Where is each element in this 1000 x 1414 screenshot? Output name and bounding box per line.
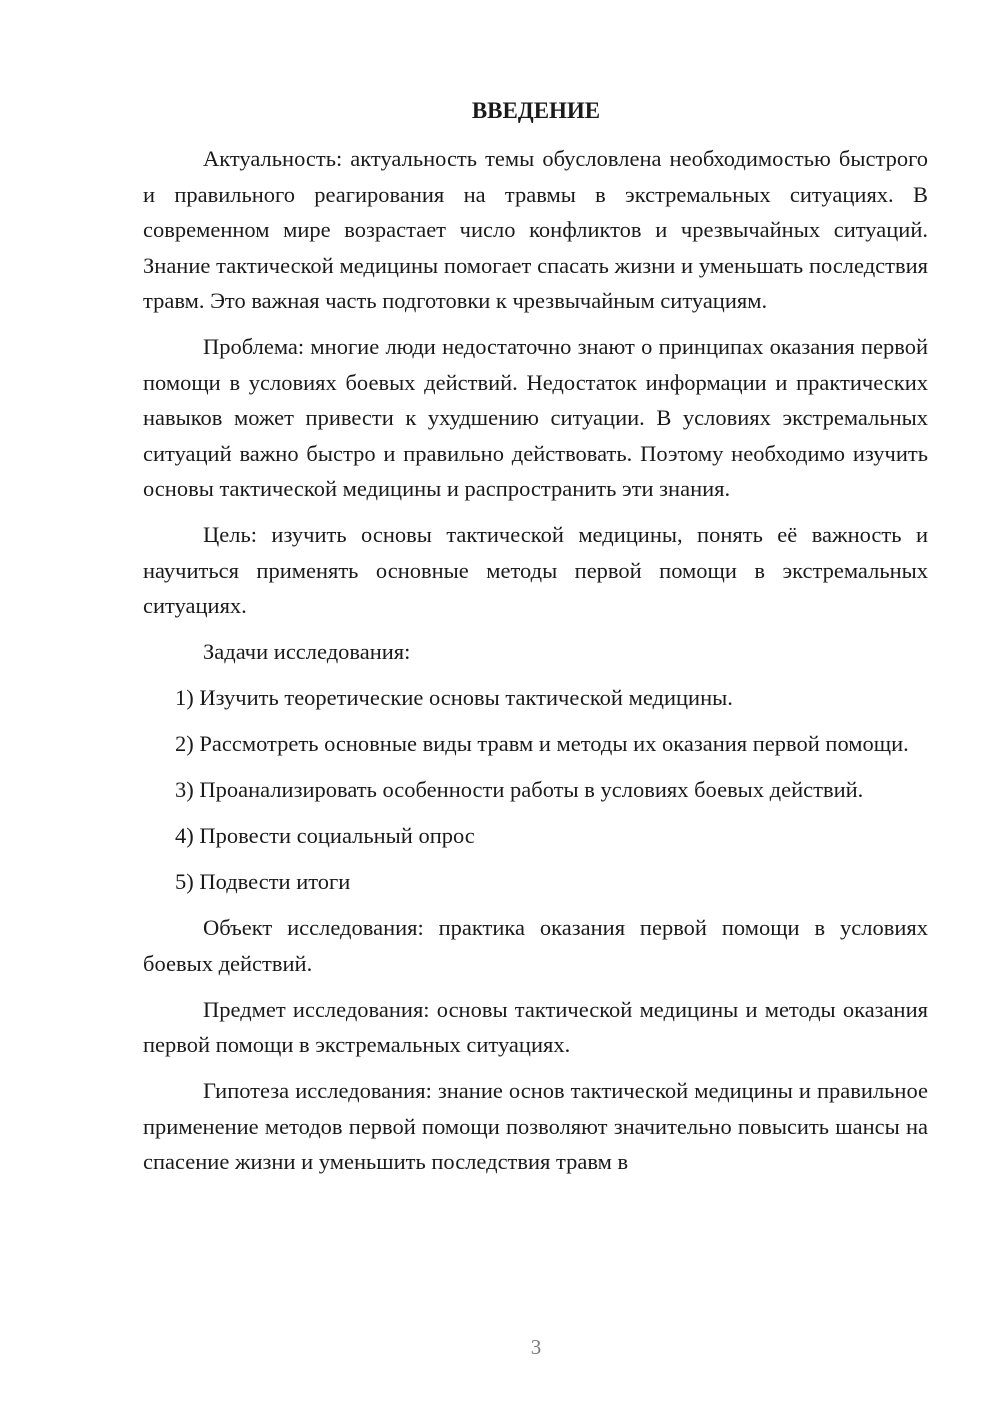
paragraph-relevance: Актуальность: актуальность темы обусловлена необходимостью быстрого и правильного реагирования на травмы в экстремальных ситуациях. В современном мире возрастает число конфликтов и чрезвычайных ситуаций. Знание тактической медицины помогает спасать жизни и уменьшать последствия травм. Это важная часть подготовки к чрезвычайным ситуациям. (143, 146, 928, 313)
page-number: 3 (530, 1335, 542, 1359)
task-item-5: 5) Подвести итоги (175, 869, 351, 894)
paragraph-problem: Проблема: многие люди недостаточно знают о принципах оказания первой помощи в условиях боевых действий. Недостаток информации и практических навыков может привести к ухудшению ситуации. В условиях экстремальных ситуаций важно быстро и правильно действовать. Поэтому необходимо изучить основы тактической медицины и распространить эти знания. (143, 334, 928, 501)
tasks-heading: Задачи исследования: (203, 639, 411, 664)
task-item-3: 3) Проанализировать особенности работы в условиях боевых действий. (175, 777, 864, 802)
page-title: ВВЕДЕНИЕ (471, 98, 601, 123)
paragraph-subject: Предмет исследования: основы тактической медицины и методы оказания первой помощи в экстремальных ситуациях. (143, 996, 928, 1057)
document-body (143, 141, 928, 1190)
task-item-1: 1) Изучить теоретические основы тактической медицины. (175, 685, 733, 710)
task-item-2: 2) Рассмотреть основные виды травм и методы их оказания первой помощи. (175, 731, 909, 756)
paragraph-goal: Цель: изучить основы тактической медицины, понять её важность и научиться применять основные методы первой помощи в экстремальных ситуациях. (143, 522, 928, 618)
paragraph-hypothesis: Гипотеза исследования: знание основ тактической медицины и правильное применение методов первой помощи позволяют значительно повысить шансы на спасение жизни и уменьшить последствия травм в (143, 1078, 928, 1174)
task-item-4: 4) Провести социальный опрос (175, 823, 475, 848)
paragraph-object: Объект исследования: практика оказания первой помощи в условиях боевых действий. (143, 915, 928, 976)
